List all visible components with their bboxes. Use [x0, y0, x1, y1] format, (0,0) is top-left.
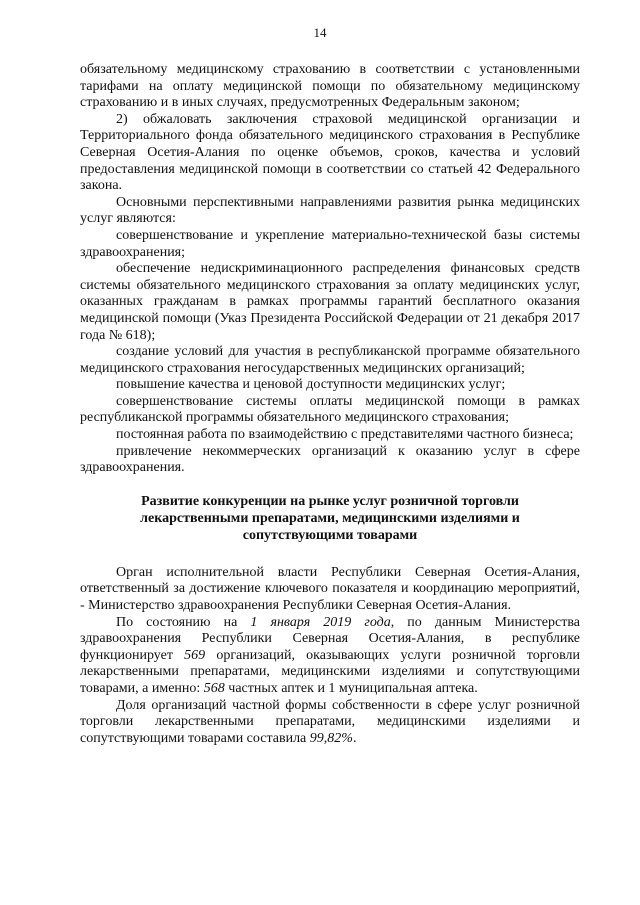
- paragraph-appeal-right: 2) обжаловать заключения страховой медицинской организации и Территориального фонда обязательного медицинского страхования в Республике Северная Осетия-Алания по оценке объемов, сроков, качества и условий предоставления медицинской помощи в соответствии со статьей 42 Федерального закона.: [80, 111, 580, 194]
- list-item-infrastructure: совершенствование и укрепление материально-технической базы системы здравоохранения;: [80, 227, 580, 260]
- page-number: 14: [313, 25, 327, 40]
- paragraph-continuation: обязательному медицинскому страхованию в соответствии с установленными тарифами на оплату медицинской помощи по обязательному медицинскому страхованию и в иных случаях, предусмотренных Федеральным законом;: [80, 62, 580, 111]
- section-heading: [80, 493, 580, 544]
- list-item-nonprofit: привлечение некоммерческих организаций к оказанию услуг в сфере здравоохранения.: [80, 443, 580, 476]
- list-item-funding: обеспечение недискриминационного распределения финансовых средств системы обязательного медицинского страхования за оплату медицинских услуг, оказанных гражданам в рамках программы гарантий бесплатного оказания медицинской помощи (Указ Президента Российской Федерации от 21 декабря 2017 года № 618);: [80, 261, 580, 343]
- paragraph-pharmacy-count: По состоянию на 1 января 2019 года, по данным Министерства здравоохранения Республики Северная Осетия-Алания, в республике функционирует 569 организаций, оказывающих услуги розничной торговли лекарственными препаратами, медицинскими изделиями и сопутствующими товарами, а именно: 568 частных аптек и 1 муниципальная аптека.: [80, 614, 581, 696]
- organization-count: 569: [184, 647, 206, 663]
- section-heading-line-2: лекарственными препаратами, медицинскими изделиями и: [140, 510, 520, 526]
- paragraph-responsible-authority: Орган исполнительной власти Республики Северная Осетия-Алания, ответственный за достижение ключевого показателя и координацию мероприятий, - Министерство здравоохранения Республики Северная Осетия-Алания.: [80, 564, 580, 614]
- list-item-business: постоянная работа по взаимодействию с представителями частного бизнеса;: [116, 427, 574, 443]
- date-value: 1 января 2019 года: [250, 614, 391, 630]
- list-item-quality: повышение качества и ценовой доступности медицинских услуг;: [116, 377, 506, 393]
- section-heading-line-3: сопутствующими товарами: [242, 527, 418, 543]
- private-share-value: 99,82%: [309, 730, 353, 746]
- list-item-payment-system: совершенствование системы оплаты медицинской помощи в рамках республиканской программы обязательного медицинского страхования;: [80, 393, 580, 426]
- paragraph-directions-intro: Основными перспективными направлениями развития рынка медицинских услуг являются:: [80, 194, 580, 227]
- list-item-participation: создание условий для участия в республиканской программе обязательного медицинского страхования негосударственных медицинских организаций;: [80, 344, 580, 376]
- paragraph-private-share: Доля организаций частной формы собственности в сфере услуг розничной торговли лекарственными препаратами, медицинскими изделиями и сопутствующими товарами составила 99,82%.: [80, 697, 580, 746]
- section-heading-line-1: Развитие конкуренции на рынке услуг розничной торговли: [141, 493, 519, 509]
- document-body: [80, 62, 580, 747]
- private-pharmacy-count: 568: [203, 681, 225, 696]
